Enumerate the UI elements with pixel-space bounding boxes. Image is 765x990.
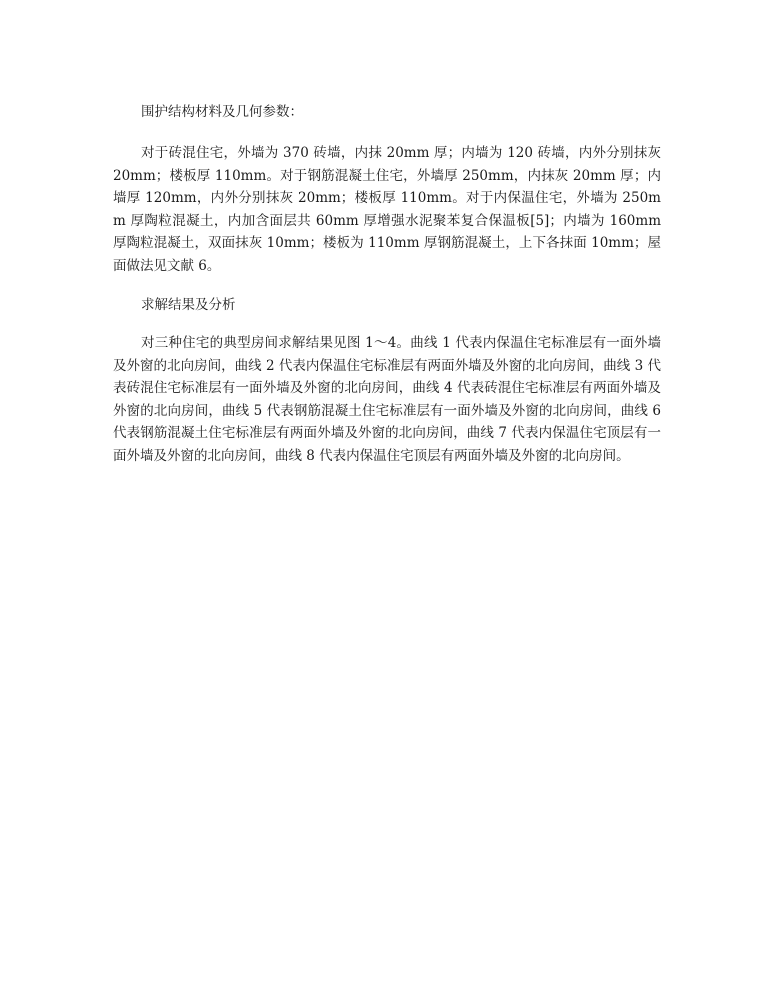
- document-page: [113, 100, 661, 467]
- section-heading-materials: 围护结构材料及几何参数：: [141, 104, 303, 120]
- section-heading-results: 求解结果及分析: [141, 297, 236, 313]
- paragraph-materials: 对于砖混住宅，外墙为 370 砖墙，内抹 20mm 厚；内墙为 120 砖墙，内外分别抹灰 20mm；楼板厚 110mm。对于钢筋混凝土住宅，外墙厚 250mm，内抹灰 20mm 厚；内墙厚 120mm，内外分别抹灰 20mm；楼板厚 110mm。对于内保温住宅，外墙为 250mm 厚陶粒混凝土，内加含面层共 60mm 厚增强水泥聚苯复合保温板[5]；内墙为 160mm 厚陶粒混凝土，双面抹灰 10mm；楼板为 110mm 厚钢筋混凝土，上下各抹面 10mm；屋面做法见文献 6。: [113, 145, 661, 274]
- paragraph-results: 对三种住宅的典型房间求解结果见图 1～4。曲线 1 代表内保温住宅标准层有一面外墙及外窗的北向房间，曲线 2 代表内保温住宅标准层有两面外墙及外窗的北向房间，曲线 3 代表砖混住宅标准层有一面外墙及外窗的北向房间，曲线 4 代表砖混住宅标准层有两面外墙及外窗的北向房间，曲线 5 代表钢筋混凝土住宅标准层有一面外墙及外窗的北向房间，曲线 6 代表钢筋混凝土住宅标准层有两面外墙及外窗的北向房间，曲线 7 代表内保温住宅顶层有一面外墙及外窗的北向房间，曲线 8 代表内保温住宅顶层有两面外墙及外窗的北向房间。: [113, 335, 661, 464]
